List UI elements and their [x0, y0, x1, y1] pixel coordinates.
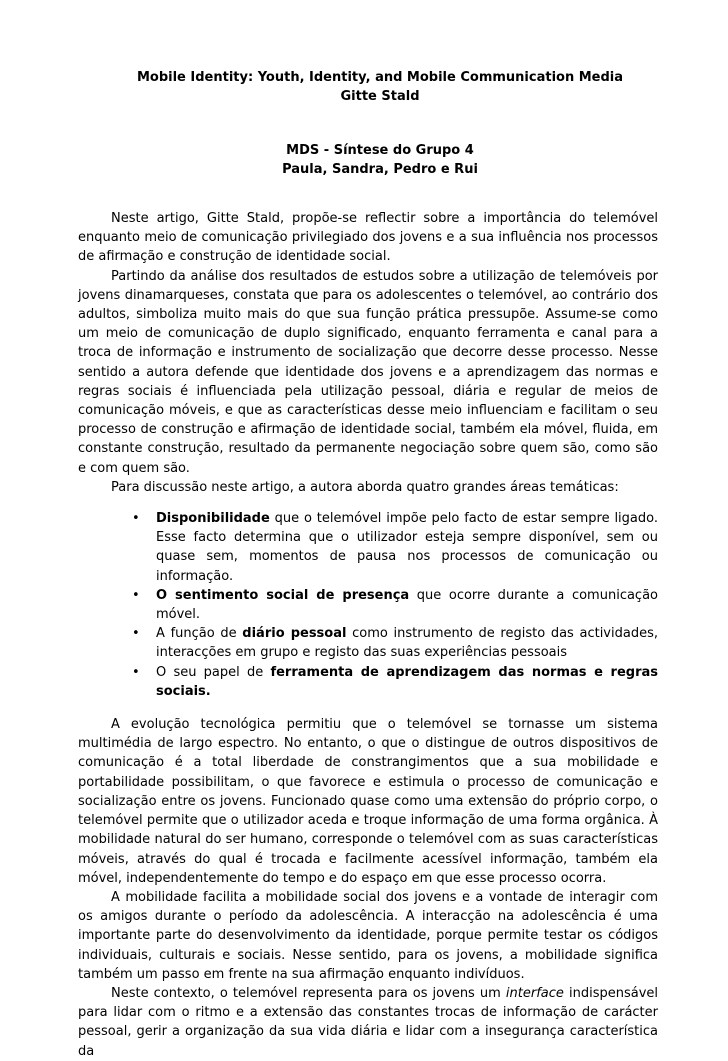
list-item	[132, 663, 658, 701]
list-item	[132, 586, 658, 624]
bullet-term: O sentimento social de presença	[156, 587, 410, 603]
bullet-text: que o telemóvel impõe pelo facto de estar sempre ligado. Esse facto determina que o utilizador esteja sempre disponível, sem ou quase sem, momentos de pausa nos processos de comunicação ou informação.	[156, 511, 658, 584]
paragraph: A evolução tecnológica permitiu que o telemóvel se tornasse um sistema multimédia de largo espectro. No entanto, o que o distingue de outros dispositivos de comunicação é a total liberdade de constrangimentos que a sua mobilidade e portabilidade possibilitam, o que favorece e estimula o processo de comunicação e socialização entre os jovens. Funcionado quase como uma extensão do próprio corpo, o telemóvel permite que o utilizador aceda e troque informação de uma forma orgânica. À mobilidade natural do ser humano, corresponde o telemóvel com as suas características móveis, através do qual é trocada e facilmente acessível informação, também ela móvel, independentemente do tempo e do espaço em que esse processo ocorra.	[78, 717, 658, 886]
bullet-icon: •	[132, 626, 140, 642]
paragraph: Para discussão neste artigo, a autora aborda quatro grandes áreas temáticas:	[111, 479, 619, 495]
bullet-icon: •	[132, 664, 140, 680]
list-item	[132, 624, 658, 662]
list-item	[132, 509, 658, 586]
members-line: Paula, Sandra, Pedro e Rui	[282, 162, 478, 177]
bullet-text: A função de	[156, 626, 243, 642]
bullet-text: que ocorre durante a comunicação móvel.	[156, 587, 658, 623]
document-body	[78, 209, 658, 1061]
paragraph: Partindo da análise dos resultados de estudos sobre a utilização de telemóveis por jovens dinamarqueses, constata que para os adolescentes o telemóvel, ao contrário dos adultos, simboliza muito mais do que sua função prática pressupõe. Assume-se como um meio de comunicação de duplo significado, enquanto ferramenta e canal para a troca de informação e instrumento de socialização que decorre desse processo. Nesse sentido a autora defende que identidade dos jovens e a aprendizagem das normas e regras sociais é influenciada pela utilização pessoal, diária e regular de meios de comunicação móveis, e que as características desse meio influenciam e facilitam o seu processo de construção e afirmação de identidade social, também ela móvel, fluida, em constante construção, resultado da permanente negociação sobre quem são, como são e com quem são.	[78, 268, 658, 476]
paragraph	[78, 984, 658, 1061]
paragraph: Neste artigo, Gitte Stald, propõe-se reflectir sobre a importância do telemóvel enquanto meio de comunicação privilegiado dos jovens e a sua influência nos processos de afirmação e construção de identidade social.	[78, 211, 658, 265]
topic-list	[78, 509, 658, 701]
author-line: Gitte Stald	[340, 89, 420, 104]
bullet-term: Disponibilidade	[156, 511, 270, 527]
paragraph-text: Neste contexto, o telemóvel representa para os jovens um	[111, 985, 506, 1001]
document-subtitle	[80, 141, 680, 179]
bullet-term: diário pessoal	[242, 626, 347, 642]
bullet-icon: •	[132, 587, 140, 603]
bullet-text: O seu papel de	[156, 664, 271, 680]
title-line: Mobile Identity: Youth, Identity, and Mobile Communication Media	[136, 70, 624, 85]
bullet-term: ferramenta de aprendizagem das normas e regras sociais.	[156, 664, 658, 699]
bullet-icon: •	[132, 511, 140, 527]
group-line: MDS - Síntese do Grupo 4	[286, 143, 474, 158]
emphasis-text: interface	[505, 985, 564, 1001]
paragraph: A mobilidade facilita a mobilidade social dos jovens e a vontade de interagir com os amigos durante o período da adolescência. A interacção na adolescência é uma importante parte do desenvolvimento da identidade, porque permite testar os códigos individuais, culturais e sociais. Nesse sentido, para os jovens, a mobilidade significa também um passo em frente na sua afirmação enquanto indivíduos.	[78, 889, 658, 982]
paragraph-text: indispensável para lidar com o ritmo e a extensão das constantes trocas de informação de carácter pessoal, gerir a organização da sua vida diária e lidar com a insegurança característica da	[78, 985, 658, 1059]
document-title	[60, 68, 700, 106]
bullet-text: como instrumento de registo das actividades, interacções em grupo e registo das suas experiências pessoais	[156, 626, 658, 661]
